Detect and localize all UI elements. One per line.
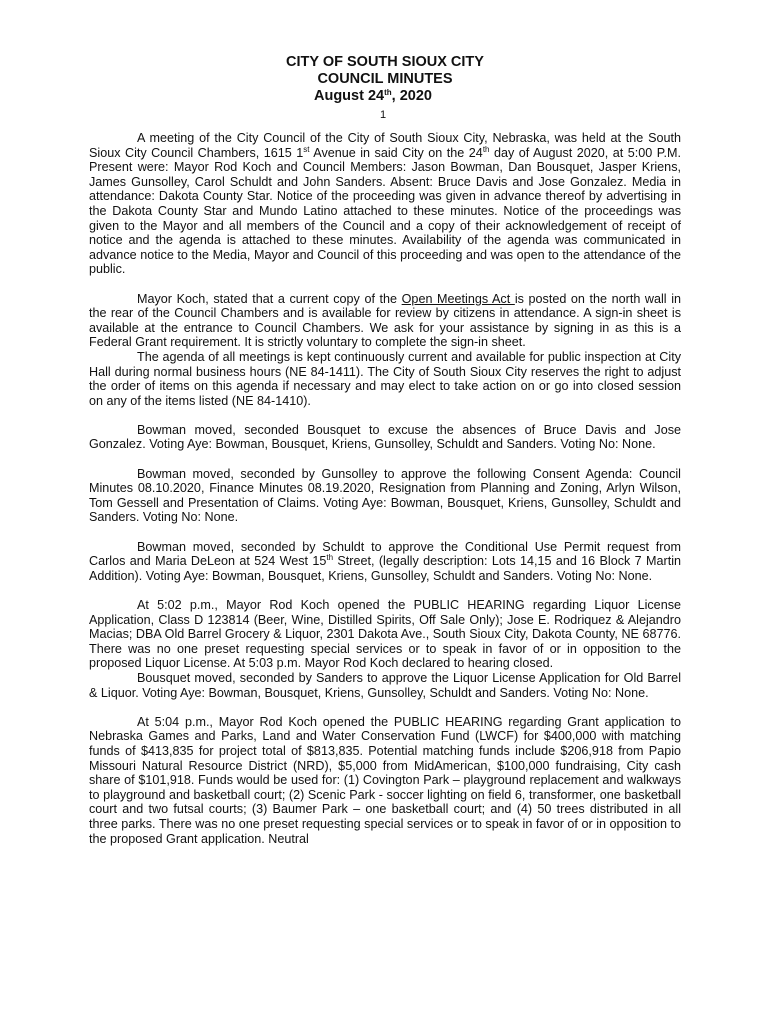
paragraph-meeting-intro: A meeting of the City Council of the City of South Sioux City, Nebraska, was held at the South Sioux City Council Chambers, 1615 1st Avenue in said City on the 24th day of August 2020, at 5:00 P.M. Present were: Mayor Rod Koch and Council Members: Jason Bowman, Dan Bousquet, Jasper Kriens, James Gunsolley, Carol Schuldt and John Sanders. Absent: Bruce Davis and Jose Gonzalez. Media in attendance: Dakota County Star. Notice of the proceeding was given in advance thereof by advertising in the Dakota County Star and Mundo Latino attached to these minutes. Notice of the proceedings was given to the Mayor and all members of the Council and a copy of their acknowledgement of receipt of notice and the agenda is attached to these minutes. Availability of the agenda was communicated in advance notice to the Media, Mayor and Council of this proceeding and was open to the attendance of the public. — [89, 131, 682, 277]
minutes-body — [89, 131, 681, 861]
paragraph-agenda-notice: The agenda of all meetings is kept continuously current and available for public inspection at City Hall during normal business hours (NE 84-1411). The City of South Sioux City reserves the right to adjust the order of items on this agenda if necessary and may elect to take action on or go into closed session on any of the items listed (NE 84-1410). — [89, 349, 681, 408]
meeting-date: August 24th, 2020 — [314, 88, 432, 104]
paragraph-grant-hearing: At 5:04 p.m., Mayor Rod Koch opened the PUBLIC HEARING regarding Grant application to Nebraska Games and Parks, Land and Water Conservation Fund (LWCF) for $400,000 with matching funds of $413,835 for project total of $813,835. Potential matching funds include $206,918 from Papio Missouri Natural Resource District (NRD), $5,000 from MidAmerican, $100,000 fundraising, City cash share of $101,918. Funds would be used for: (1) Covington Park – playground replacement and walkways to playground and basketball court; (2) Scenic Park - soccer lighting on field 6, transformer, one basketball court and two futsal courts; (3) Baumer Park – one basketball court; and (4) 50 trees distributed in all three parks. There was no one preset requesting special services or to speak in favor of or in opposition to the proposed Grant application. Neutral — [89, 714, 681, 846]
city-title: CITY OF SOUTH SIOUX CITY — [286, 54, 484, 70]
paragraph-conditional-use-permit: Bowman moved, seconded by Schuldt to approve the Conditional Use Permit request from Carlos and Maria DeLeon at 524 West 15th Street, (legally description: Lots 14,15 and 16 Block 7 Martin Addition). Voting Aye: Bowman, Bousquet, Kriens, Gunsolley, Schuldt and Sanders. Voting No: None. — [89, 539, 682, 583]
open-meetings-act-link[interactable]: Open Meetings Act — [401, 291, 515, 306]
paragraph-excuse-absences: Bowman moved, seconded Bousquet to excuse the absences of Bruce Davis and Jose Gonzalez. Voting Aye: Bowman, Bousquet, Kriens, Gunsolley, Schuldt and Sanders. Voting No: None. — [89, 422, 681, 452]
paragraph-open-meetings: Mayor Koch, stated that a current copy of the Open Meetings Act is posted on the north wall in the rear of the Council Chambers and is available for review by citizens in attendance. A sign-in sheet is available at the entrance to Council Chambers. We ask for your assistance by signing in as this is a Federal Grant requirement. It is strictly voluntary to complete the sign-in sheet. — [89, 291, 681, 350]
paragraph-liquor-approval: Bousquet moved, seconded by Sanders to approve the Liquor License Application for Old Barrel & Liquor. Voting Aye: Bowman, Bousquet, Kriens, Gunsolley, Schuldt and Sanders. Voting No: None. — [89, 670, 681, 700]
paragraph-liquor-hearing: At 5:02 p.m., Mayor Rod Koch opened the PUBLIC HEARING regarding Liquor License Application, Class D 123814 (Beer, Wine, Distilled Spirits, Off Sale Only); Jose E. Rodriquez & Alejandro Macias; DBA Old Barrel Grocery & Liquor, 2301 Dakota Ave., South Sioux City, Dakota County, NE 68776. There was no one preset requesting special services or to speak in favor of or in opposition to the proposed Liquor License. At 5:03 p.m. Mayor Rod Koch declared to hearing closed. — [89, 598, 681, 671]
document-header — [0, 54, 770, 122]
page-number: 1 — [379, 109, 387, 121]
minutes-title: COUNCIL MINUTES — [317, 71, 453, 87]
paragraph-consent-agenda: Bowman moved, seconded by Gunsolley to approve the following Consent Agenda: Council Minutes 08.10.2020, Finance Minutes 08.19.2020, Resignation from Planning and Zoning, Arlyn Wilson, Tom Gessell and Presentation of Claims. Voting Aye: Bowman, Bousquet, Kriens, Gunsolley, Schuldt and Sanders. Voting No: None. — [89, 466, 681, 525]
